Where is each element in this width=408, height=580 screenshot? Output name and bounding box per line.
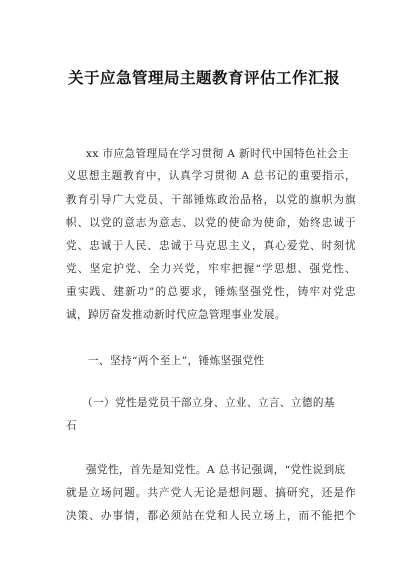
subsection-heading-line: （一）党性是党员干部立身、立业、立言、立德的基 [82, 397, 335, 409]
intro-line: 党、忠诚于人民、忠诚于马克思主义，真心爱党、时刻忧 [66, 240, 356, 252]
body-line: 决策、办事情，都必须站在党和人民立场上，而不能把个 [66, 510, 356, 522]
document-title: 关于应急管理局主题教育评估工作汇报 [67, 69, 340, 87]
intro-line: 党、坚定护党、全力兴党，牢牢把握“学思想、强党性、 [66, 263, 356, 275]
intro-line: xx 市应急管理局在学习贯彻 A 新时代中国特色社会主 [86, 148, 349, 160]
section-heading: 一、坚持“两个至上”，锤炼坚强党性 [88, 355, 265, 367]
subsection-heading-line: 石 [66, 420, 77, 432]
body-line: 强党性，首先是知党性。A 总书记强调，“党性说到底 [86, 464, 346, 476]
intro-line: 教育引导广大党员、干部锤炼政治品格，以党的旗帜为旗 [66, 194, 356, 206]
body-line: 就是立场问题。共产党人无论是想问题、搞研究，还是作 [66, 487, 356, 499]
intro-line: 义思想主题教育中，认真学习贯彻 A 总书记的重要指示， [66, 170, 356, 182]
intro-line: 帜、以党的意志为意志、以党的使命为使命，始终忠诚于 [66, 217, 356, 229]
intro-line: 诚，踔厉奋发推动新时代应急管理事业发展。 [66, 309, 286, 321]
intro-line: 重实践、建新功”的总要求，锤炼坚强党性，铸牢对党忠 [66, 286, 356, 298]
